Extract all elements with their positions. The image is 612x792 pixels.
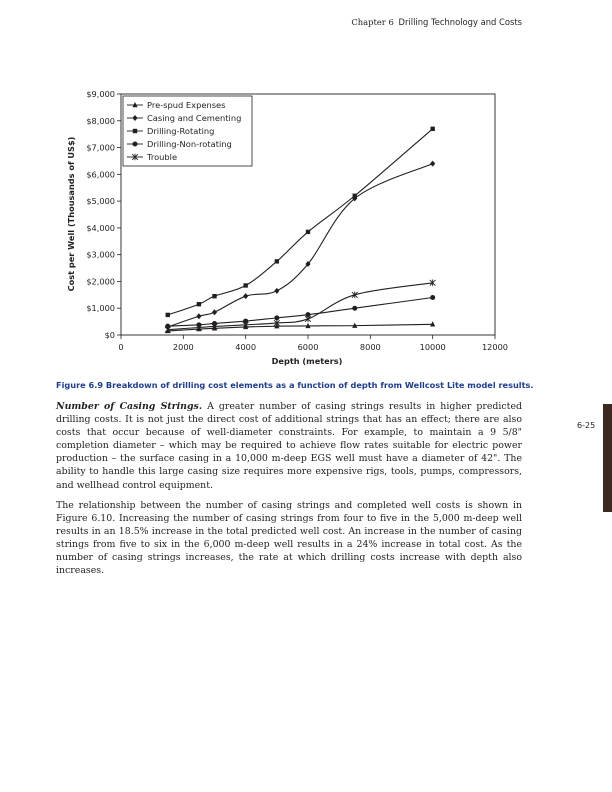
x-axis: [118, 335, 508, 352]
y-tick-label: $8,000: [86, 115, 115, 126]
y-axis: [86, 89, 121, 340]
legend-label: Casing and Cementing: [147, 113, 242, 123]
x-tick-label: 8000: [359, 342, 381, 352]
data-point: [212, 294, 216, 298]
data-point: [166, 313, 170, 317]
section-title: Drilling Technology and Costs: [398, 17, 522, 27]
legend-label: Trouble: [147, 152, 178, 162]
paragraph-1-text: A greater number of casing strings results in higher predicted drilling costs. It is not just the direct cost of additional strings that has an effect; there are also costs that occur because of well-diameter constraints. For example, to maintain a 9 5/8" completion diameter – which may be required to achieve flow rates suitable for electric power production – the surface casing in a 10,000 m-deep EGS well must have a diameter of 42". The ability to handle this large casing size requires more expensive rigs, tools, pumps, compressors, and wellhead control equipment.: [56, 401, 522, 491]
data-point: [243, 293, 248, 299]
legend-label: Pre-spud Expenses: [147, 100, 226, 110]
series-line: [168, 283, 433, 330]
data-point: [430, 127, 434, 131]
data-point: [274, 315, 279, 320]
x-tick-label: 6000: [297, 342, 319, 352]
x-tick-label: 2000: [172, 342, 194, 352]
paragraph-casing-strings: [56, 400, 522, 492]
y-tick-label: $2,000: [86, 276, 115, 287]
y-tick-label: $5,000: [86, 196, 115, 207]
legend-marker: [133, 142, 138, 147]
y-tick-label: $4,000: [86, 222, 115, 233]
x-tick-label: 4000: [235, 342, 257, 352]
x-tick-label: 0: [118, 342, 124, 352]
y-tick-label: $6,000: [86, 169, 115, 180]
data-point: [275, 259, 279, 263]
data-point: [212, 309, 217, 315]
paragraph-2: The relationship between the number of casing strings and completed well costs is shown in Figure 6.10. Increasing the number of casing strings from four to five in the 5,000 m-deep well results in an 18.5% increase in the total predicted well cost. An increase in the number of casing strings from five to six in the 6,000 m-deep well results in a 24% increase in total cost. As the number of casing strings increases, the rate at which drilling costs increase with depth also increases.: [56, 500, 522, 577]
series-line: [168, 298, 433, 327]
series-line: [168, 324, 433, 331]
y-axis-title: Cost per Well (Thousands of US$): [66, 136, 76, 292]
y-tick-label: $1,000: [86, 303, 115, 314]
data-point: [352, 306, 357, 311]
data-point: [305, 316, 311, 323]
data-point: [197, 302, 201, 306]
series-drilling-non-rotating: [165, 295, 435, 329]
page-number: 6-25: [577, 421, 596, 430]
series-casing-and-cementing: [165, 161, 435, 330]
y-tick-label: $0: [104, 330, 115, 340]
chart-legend: [123, 96, 252, 166]
data-point: [430, 295, 435, 300]
x-tick-label: 12000: [481, 342, 509, 352]
figure-caption: Figure 6.9 Breakdown of drilling cost elements as a function of depth from Wellcost Lite model results.: [56, 380, 534, 390]
data-point: [306, 230, 310, 234]
x-axis-title: Depth (meters): [271, 356, 343, 366]
legend-marker: [133, 129, 137, 133]
chapter-label: Chapter 6: [351, 17, 394, 27]
data-point: [353, 194, 357, 198]
data-point: [243, 283, 247, 287]
legend-label: Drilling-Non-rotating: [147, 139, 232, 149]
legend-label: Drilling-Rotating: [147, 126, 215, 136]
drilling-cost-chart: [0, 0, 612, 380]
chapter-side-tab: [603, 404, 612, 512]
data-point: [430, 161, 435, 167]
data-point: [274, 288, 279, 294]
paragraph-lead: Number of Casing Strings.: [56, 401, 203, 412]
y-tick-label: $9,000: [86, 89, 115, 99]
data-point: [196, 313, 201, 319]
y-tick-label: $3,000: [86, 249, 115, 260]
x-tick-label: 10000: [419, 342, 446, 352]
y-tick-label: $7,000: [86, 142, 115, 153]
